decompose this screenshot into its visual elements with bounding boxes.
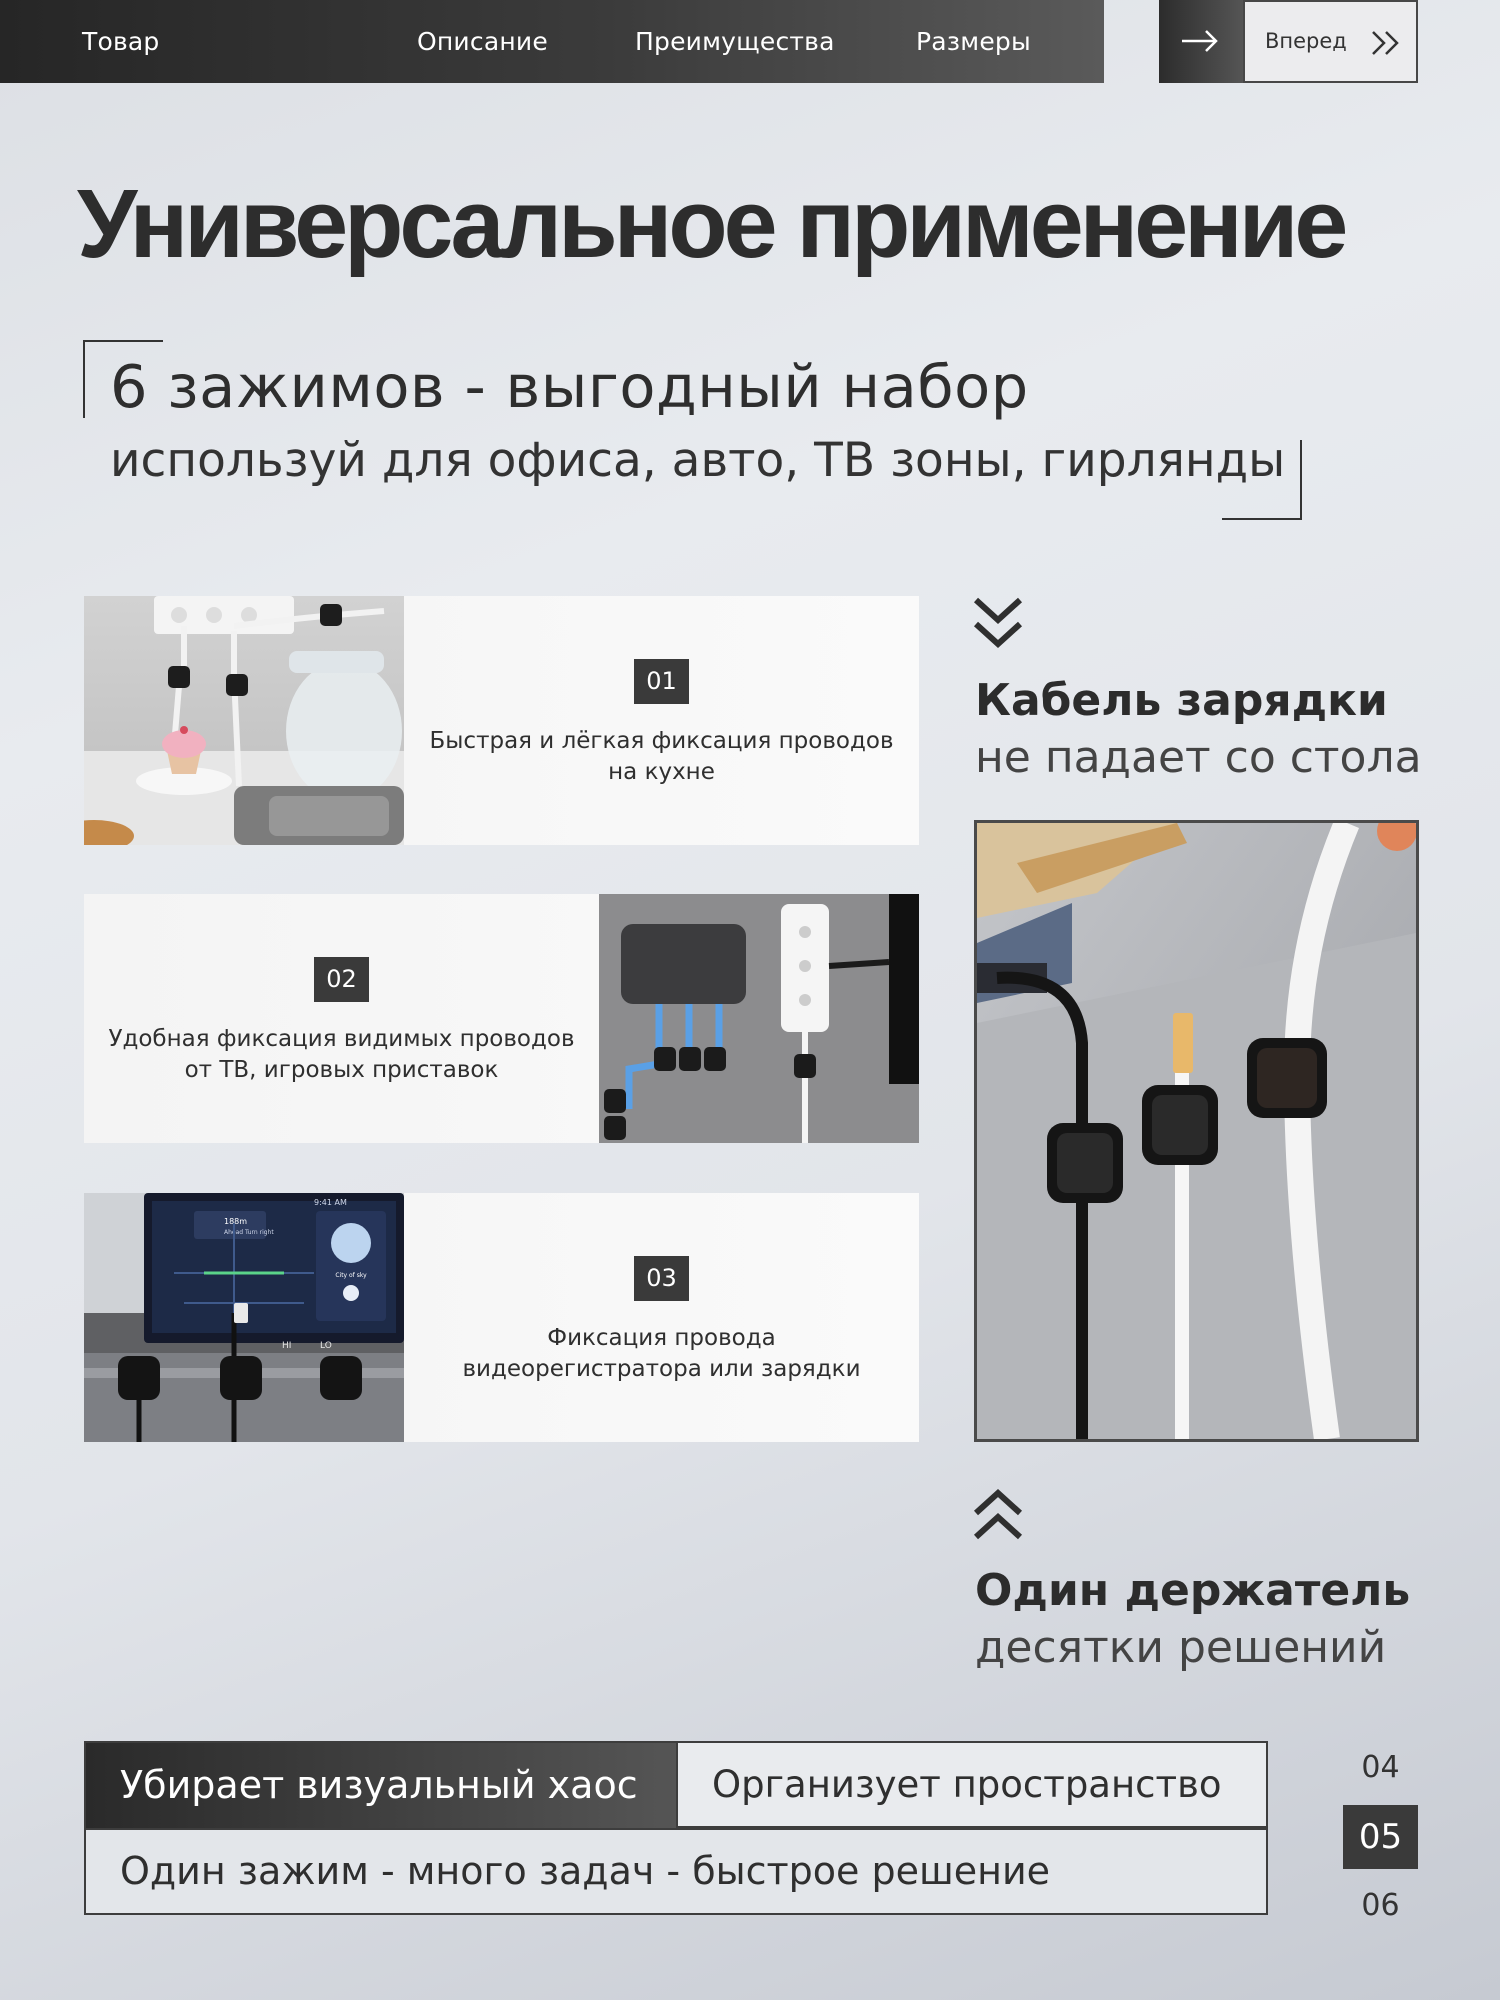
card-number: 03 xyxy=(634,1256,689,1301)
page-next[interactable]: 06 xyxy=(1361,1888,1400,1923)
benefit-organizes-space: Организует пространство xyxy=(676,1743,1266,1828)
holder-subheading: десятки решений xyxy=(975,1622,1387,1673)
car-screen-time: 9:41 AM xyxy=(314,1198,347,1207)
double-chevron-up-icon xyxy=(972,1485,1024,1541)
nav-item-product[interactable]: Товар xyxy=(82,27,160,56)
subtitle-usage: используй для офиса, авто, ТВ зоны, гирлянды xyxy=(110,433,1286,488)
card-text-2 xyxy=(84,894,599,1143)
card-number: 02 xyxy=(314,957,369,1002)
cable-subheading: не падает со стола xyxy=(975,732,1422,783)
holder-heading: Один держатель xyxy=(975,1565,1411,1616)
car-screen-instruction: Ahead Turn right xyxy=(224,1229,274,1236)
benefit-one-clip: Один зажим - много задач - быстрое решение xyxy=(86,1828,1266,1913)
forward-button[interactable] xyxy=(1243,0,1418,83)
feature-card-2 xyxy=(84,894,919,1143)
desk-cable-holders-image xyxy=(974,820,1419,1442)
nav-item-sizes[interactable]: Размеры xyxy=(916,27,1031,56)
arrow-right-icon xyxy=(1181,29,1219,53)
car-dashboard-clips-image xyxy=(84,1193,404,1442)
nav-item-advantages[interactable]: Преимущества xyxy=(635,27,835,56)
car-screen-climate-lo: LO xyxy=(320,1341,332,1351)
card-description: Удобная фиксация видимых проводов от ТВ, игровых приставок xyxy=(108,1026,575,1083)
tv-cable-clips-image xyxy=(599,894,919,1143)
nav-item-description[interactable]: Описание xyxy=(417,27,548,56)
double-chevron-down-icon xyxy=(972,596,1024,652)
feature-card-3 xyxy=(84,1193,919,1442)
card-text-3 xyxy=(404,1193,919,1442)
arrow-button[interactable] xyxy=(1159,0,1243,83)
benefit-visual-chaos: Убирает визуальный хаос xyxy=(86,1743,676,1828)
card-description: Быстрая и лёгкая фиксация проводов на кухне xyxy=(429,728,894,785)
forward-label: Вперед xyxy=(1265,29,1347,53)
kitchen-cable-clips-image xyxy=(84,596,404,845)
card-description: Фиксация провода видеорегистратора или зарядки xyxy=(462,1325,861,1382)
page-current[interactable]: 05 xyxy=(1343,1805,1418,1869)
subtitle: 6 зажимов - выгодный набор xyxy=(110,352,1029,421)
car-screen-climate-hi: HI xyxy=(282,1341,292,1351)
top-nav xyxy=(0,0,1104,83)
cable-heading: Кабель зарядки xyxy=(975,675,1388,726)
double-chevron-right-icon xyxy=(1371,30,1401,56)
car-screen-media-title: City of sky xyxy=(335,1272,367,1279)
car-screen-distance: 188m xyxy=(224,1217,248,1226)
page-title: Универсальное применение xyxy=(77,169,1345,278)
page-prev[interactable]: 04 xyxy=(1361,1750,1400,1785)
feature-card-1 xyxy=(84,596,919,845)
card-number: 01 xyxy=(634,659,689,704)
card-text-1 xyxy=(404,596,919,845)
benefits-table xyxy=(84,1741,1268,1915)
